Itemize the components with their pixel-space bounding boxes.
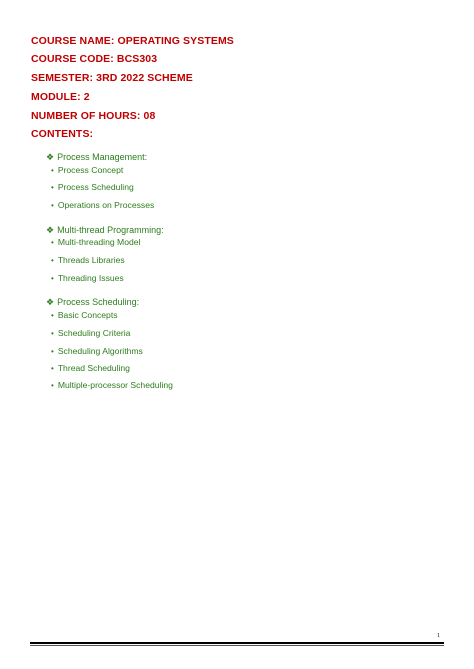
hours-heading: NUMBER OF HOURS: 08 [31, 110, 156, 122]
diamond-icon: ❖ [46, 225, 55, 235]
list-item-label: Thread Scheduling [57, 363, 130, 373]
list-item-label: Process Scheduling [57, 182, 134, 192]
bullet-icon: • [51, 256, 54, 265]
list-item-label: Basic Concepts [57, 310, 118, 320]
list-item-label: Scheduling Criteria [57, 328, 131, 338]
bullet-icon: • [51, 364, 54, 373]
list-item [51, 328, 130, 338]
section-title: Multi-thread Programming: [57, 225, 164, 235]
section-multi-thread-programming [46, 225, 164, 236]
list-item [51, 200, 154, 210]
list-item-label: Threading Issues [57, 273, 124, 283]
page-number: 1 [437, 633, 440, 639]
bullet-icon: • [51, 381, 54, 390]
list-item [51, 363, 130, 373]
module-heading: MODULE: 2 [31, 91, 90, 103]
list-item-label: Multi-threading Model [57, 237, 141, 247]
bullet-icon: • [51, 238, 54, 247]
list-item [51, 380, 173, 390]
bullet-icon: • [51, 166, 54, 175]
bullet-icon: • [51, 347, 54, 356]
list-item [51, 273, 124, 283]
course-name-heading: COURSE NAME: OPERATING SYSTEMS [31, 35, 234, 47]
list-item-label: Threads Libraries [57, 255, 125, 265]
diamond-icon: ❖ [46, 152, 55, 162]
section-process-scheduling [46, 297, 139, 308]
list-item [51, 346, 143, 356]
diamond-icon: ❖ [46, 297, 55, 307]
list-item [51, 165, 123, 175]
course-code-heading: COURSE CODE: BCS303 [31, 53, 158, 65]
section-title: Process Scheduling: [57, 297, 140, 307]
list-item [51, 255, 125, 265]
section-process-management [46, 152, 147, 163]
bullet-icon: • [51, 183, 54, 192]
list-item-label: Process Concept [57, 165, 124, 175]
contents-heading: CONTENTS: [31, 128, 94, 140]
footer-rule [30, 642, 444, 644]
semester-heading: SEMESTER: 3RD 2022 SCHEME [31, 72, 193, 84]
list-item-label: Scheduling Algorithms [57, 346, 143, 356]
section-title: Process Management: [57, 152, 148, 162]
bullet-icon: • [51, 274, 54, 283]
list-item [51, 182, 134, 192]
bullet-icon: • [51, 329, 54, 338]
bullet-icon: • [51, 311, 54, 320]
list-item [51, 237, 140, 247]
list-item-label: Operations on Processes [57, 200, 155, 210]
list-item [51, 310, 118, 320]
list-item-label: Multiple-processor Scheduling [57, 380, 173, 390]
footer-rule-thin [30, 645, 444, 646]
bullet-icon: • [51, 201, 54, 210]
